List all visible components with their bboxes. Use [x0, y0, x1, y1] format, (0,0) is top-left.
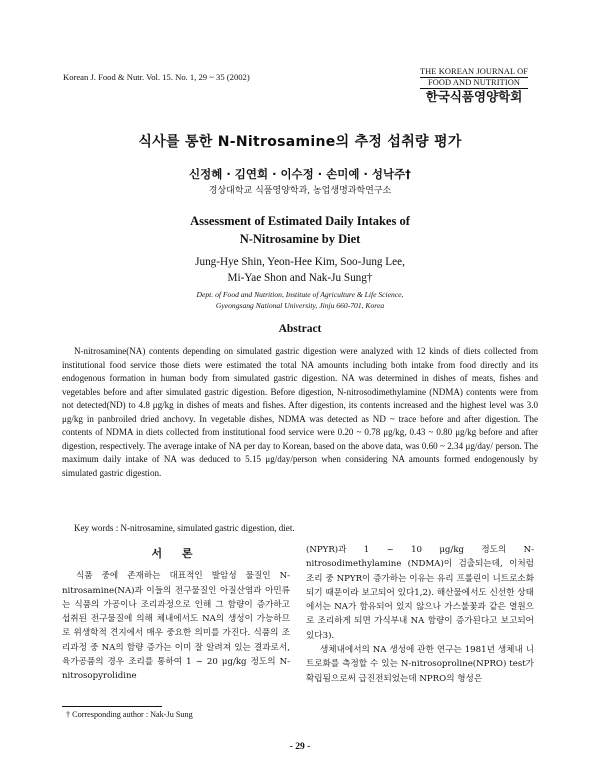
english-authors-line2: Mi-Yae Shon and Nak-Ju Sung† [227, 271, 373, 284]
english-authors-line1: Jung-Hye Shin, Yeon-Hee Kim, Soo-Jung Lee, [195, 256, 405, 268]
korean-affiliation: 경상대학교 식품영양학과, 농업생명과학연구소 [208, 186, 392, 196]
english-affiliation-line2: Gyeongsang National University, Jinju 660-701, Korea [215, 300, 385, 310]
journal-name-line2: FOOD AND NUTRITION [427, 78, 521, 87]
english-title [0, 212, 600, 248]
intro-left-column [62, 545, 290, 684]
society-name: 한국식품영양학회 [425, 89, 523, 104]
intro-paragraph: 생체내에서의 NA 생성에 관한 연구는 1981년 생체내 니트로화를 측정할 수 있는 N-nitrosoproline(NPRO) test가 확립됨으로써 급진전되었는데 NPRO의 형성은 [306, 645, 534, 684]
journal-logo [418, 67, 530, 104]
intro-right-column [306, 543, 534, 686]
english-affiliation [0, 290, 600, 311]
korean-authors: 신정혜 · 김연희 · 이수정 · 손미예 · 성낙주† [189, 167, 411, 181]
abstract-heading: Abstract [278, 323, 322, 335]
intro-paragraph: (NPYR)과 1 ~ 10 μg/kg 정도의 N-nitrosodimethylamine (NDMA)이 검출되는데, 이처럼 조리 중 NPYR이 증가하는 이유는 유리 프롤린이 니트로소화되기 때문이라 보고되어 있다1,2). 해산물에서도 신선한 상태에서는 NA가 함유되어 있지 않으나 가스불꽃과 같은 열원으로 조리하게 되면 가식부내 NA 함량이 증가된다고 보고되어 있다3). [306, 545, 534, 641]
english-affiliation-line1: Dept. of Food and Nutrition, Institute of Agriculture & Life Science, [196, 290, 404, 299]
english-title-line1: Assessment of Estimated Daily Intakes of [190, 214, 410, 228]
english-title-line2: N-Nitrosamine by Diet [239, 232, 361, 246]
intro-paragraph: 식품 중에 존재하는 대표적인 발암성 물질인 N-nitrosamine(NA)과 이들의 전구물질인 아질산염과 아민류는 식품의 가공이나 조리과정으로 인해 그 함량이 증가하고 섭취된 전구물질에 의해 체내에서도 NA의 생성이 가능하므로 위생학적 견지에서 매우 중요한 의미를 가진다. 식품의 조리과정 중 NA의 함량 증가는 이미 잘 알려져 있는 결과로서, 육가공품의 경우 조리를 통하여 1 ~ 20 μg/kg 정도의 N-nitrosopyrolidine [62, 571, 290, 682]
journal-name-line1: THE KOREAN JOURNAL OF [419, 67, 529, 76]
footnote: † Corresponding author : Nak-Ju Sung [66, 710, 193, 719]
journal-citation: Korean J. Food & Nutr. Vol. 15. No. 1, 29 ~ 35 (2002) [63, 72, 250, 82]
english-authors [0, 255, 600, 286]
korean-title: 식사를 통한 N-Nitrosamine의 추정 섭취량 평가 [138, 134, 462, 150]
keywords: Key words : N-nitrosamine, simulated gastric digestion, diet. [74, 523, 295, 533]
page-number: - 29 - [289, 742, 311, 752]
footnote-divider [62, 706, 162, 707]
abstract-text: N-nitrosamine(NA) contents depending on simulated gastric digestion were analyzed with 12 kinds of diets collected from institutional food service those diets were estimated the total NA amounts including both intake from food directly and its endogenous formation in human body from simulated gastric digestion. NA was determined in dishes of meats, fishes and vegetables before and after simulated gastric digestion. Before digestion, N-nitrosodimethylamine (NDMA) contents were from not detected(ND) to 4.8 μg/kg in dishes of meats and fishes. After digestion, its contents increased and the highest level was 3.0 μg/kg in panbroiled dried anchovy. In vegetable dishes, NDMA was detected as ND ~ trace before and after digestion. The contents of NDMA in diets collected from institutional food service were 0.20 ~ 0.78 μg/kg, 0.43 ~ 0.80 μg/kg before and after digestion, respectively. The average intake of NA per day to Korean, based on the above data, was 0.60 ~ 2.34 μg/day/ person. The maximum daily intake of NA was deduced to 5.15 μg/day/person when considering NA amounts formed endogenously by simulated gastric digestion. [62, 346, 538, 478]
intro-heading: 서 론 [151, 547, 201, 560]
